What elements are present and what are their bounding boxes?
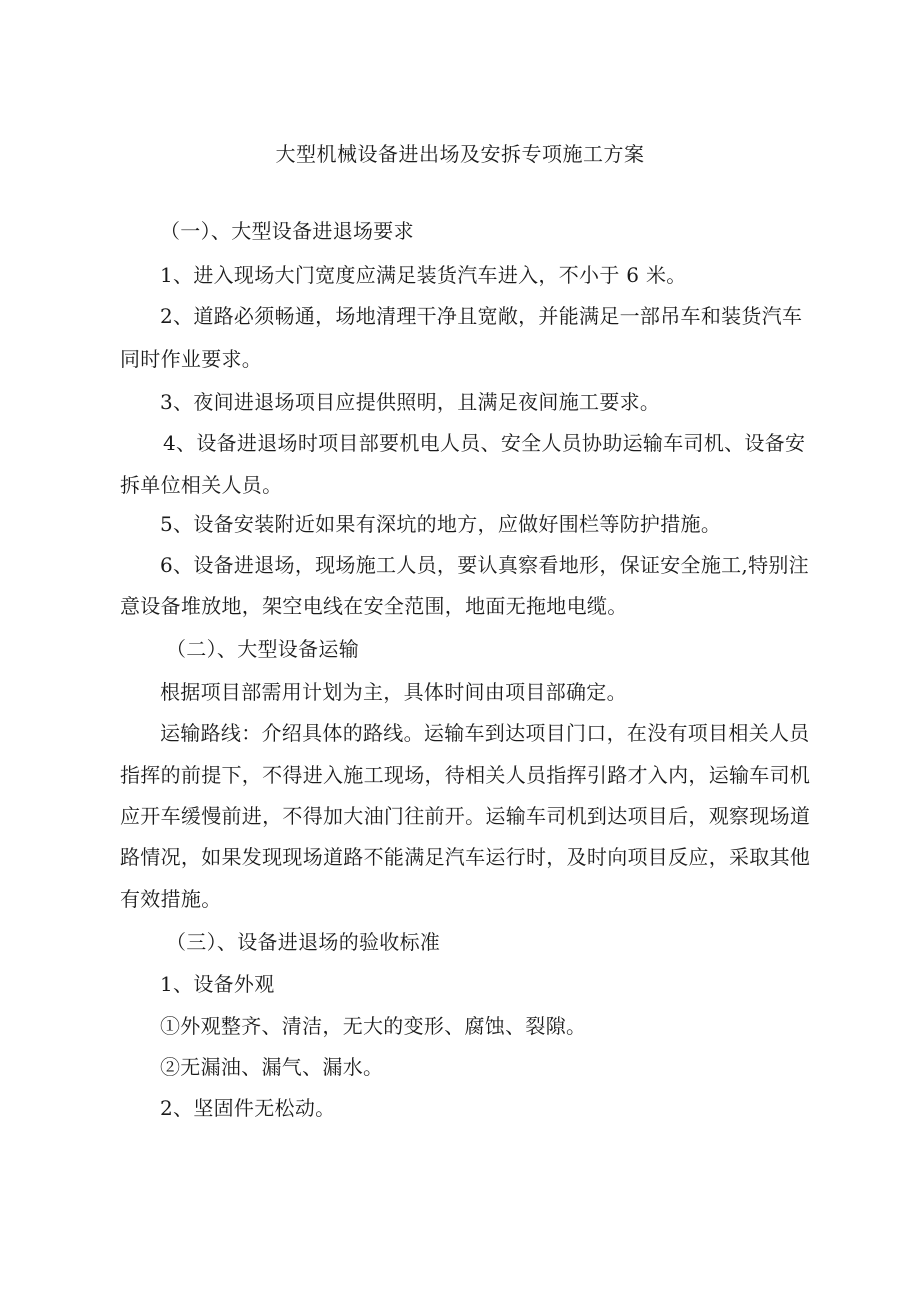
section1-heading: （一）、大型设备进退场要求 (160, 219, 414, 243)
section1-item2-line1: 2、道路必须畅通，场地清理干净且宽敞，并能满足一部吊车和装货汽车 (160, 304, 803, 328)
section2-para2-line3: 应开车缓慢前进，不得加大油门往前开。运输车司机到达项目后，观察现场道 (120, 804, 811, 828)
section3-item1: 1、设备外观 (160, 972, 275, 996)
section2-para2-line2: 指挥的前提下，不得进入施工现场，待相关人员指挥引路才入内，运输车司机 (120, 763, 811, 787)
section2-para2-line4: 路情况，如果发现现场道路不能满足汽车运行时，及时向项目反应，采取其他 (120, 845, 811, 869)
section2-para1: 根据项目部需用计划为主，具体时间由项目部确定。 (160, 680, 627, 704)
section1-item6-line2: 意设备堆放地，架空电线在安全范围，地面无拖地电缆。 (120, 594, 628, 618)
section1-item6-line1: 6、设备进退场，现场施工人员，要认真察看地形，保证安全施工,特别注 (160, 553, 809, 577)
section2-heading: （二）、大型设备运输 (166, 637, 359, 661)
section1-item3: 3、夜间进退场项目应提供照明，且满足夜间施工要求。 (160, 390, 661, 414)
section3-heading: （三）、设备进退场的验收标准 (166, 930, 441, 954)
section3-item2: 2、坚固件无松动。 (160, 1096, 336, 1120)
section2-para2-line1: 运输路线：介绍具体的路线。运输车到达项目门口，在没有项目相关人员 (160, 721, 810, 745)
section1-item4-line2: 拆单位相关人员。 (120, 473, 283, 497)
document-title: 大型机械设备进出场及安拆专项施工方案 (275, 142, 645, 166)
section1-item5: 5、设备安装附近如果有深坑的地方，应做好围栏等防护措施。 (160, 512, 722, 536)
section3-sub1: ①外观整齐、清洁，无大的变形、腐蚀、裂隙。 (160, 1014, 587, 1038)
section1-item4-line1: 4、设备进退场时项目部要机电人员、安全人员协助运输车司机、设备安 (163, 431, 806, 455)
section3-sub2: ②无漏油、漏气、漏水。 (160, 1055, 384, 1079)
section1-item1: 1、进入现场大门宽度应满足装货汽车进入，不小于 6 米。 (160, 263, 687, 287)
section1-item2-line2: 同时作业要求。 (120, 347, 263, 371)
section2-para2-line5: 有效措施。 (120, 887, 222, 911)
